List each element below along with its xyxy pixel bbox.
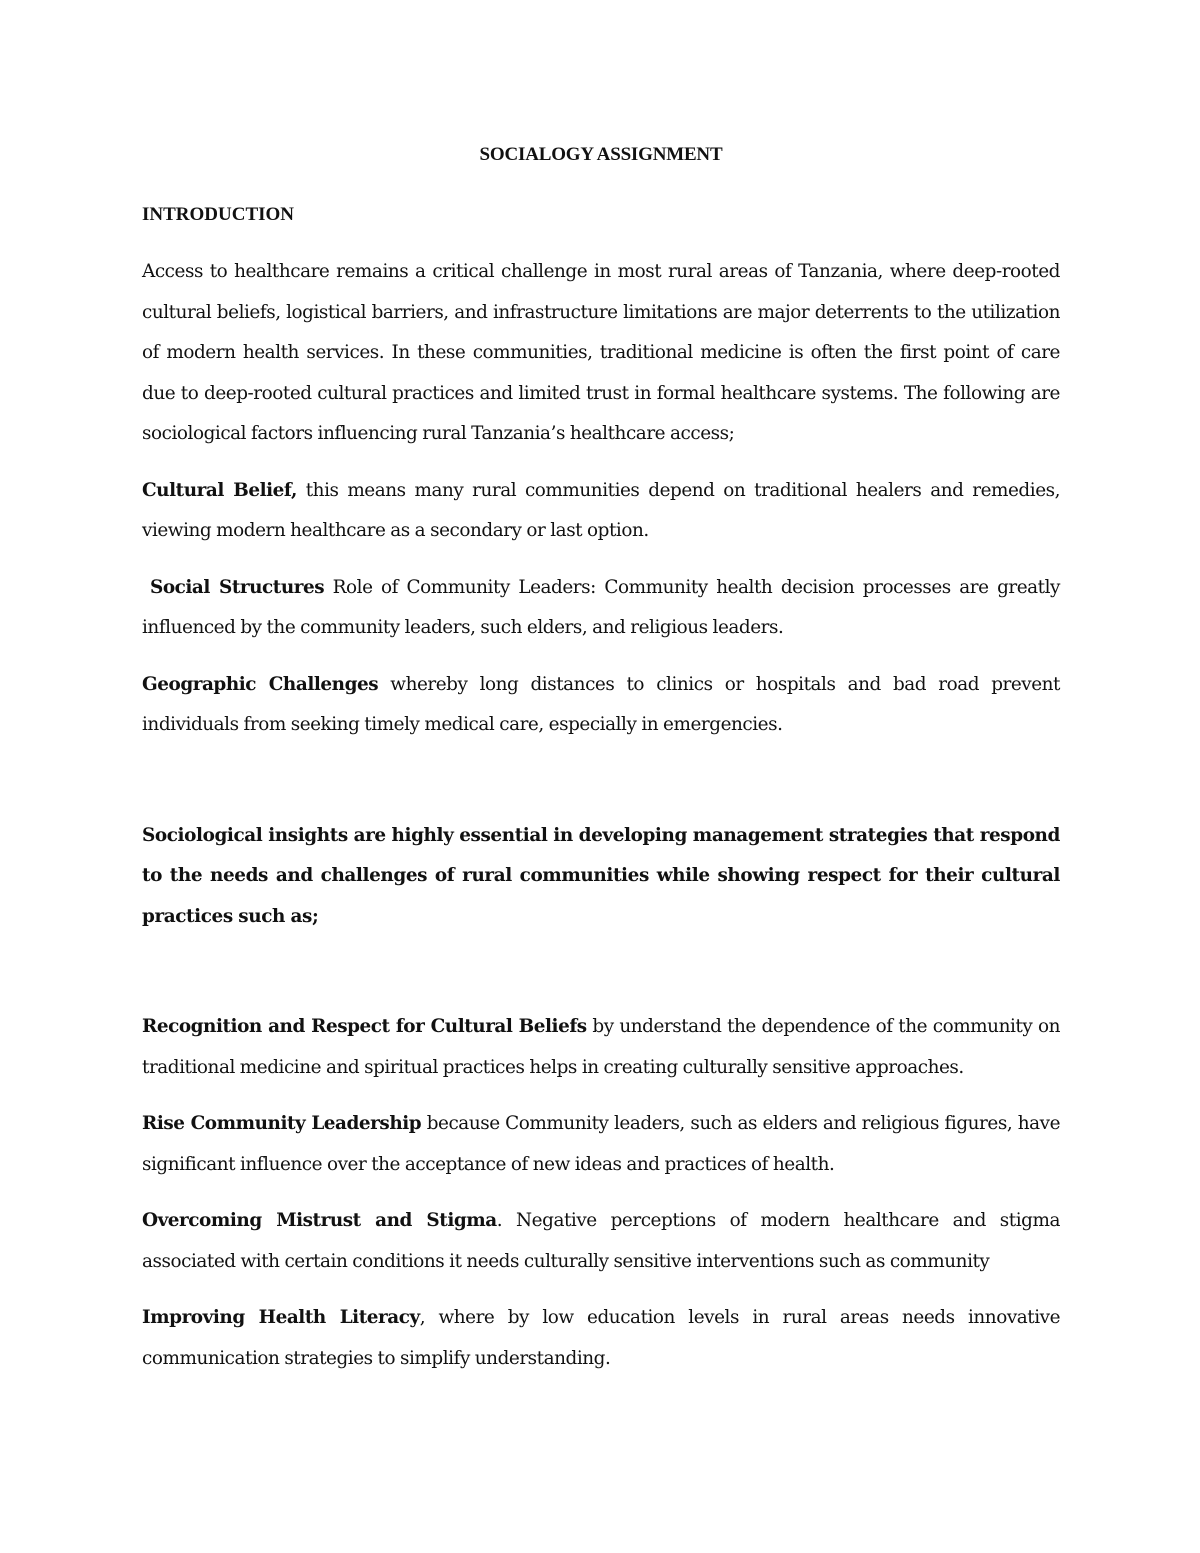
strategy-paragraph-mistrust: [142, 1201, 1060, 1282]
factor-text: this means many rural communities depend on traditional healers and remedies, viewing modern healthcare as a secondary or last option.: [142, 479, 1061, 541]
strategy-term: Rise Community Leadership: [142, 1113, 422, 1134]
factor-text: whereby long distances to clinics or hospitals and bad road prevent individuals from seeking timely medical care, especially in emergencies.: [142, 673, 1060, 735]
strategy-text: . Negative perceptions of modern healthcare and stigma associated with certain conditions it needs culturally sensitive interventions such as community: [142, 1210, 1060, 1272]
strategy-paragraph-literacy: [142, 1298, 1060, 1379]
strategy-paragraph-leadership: [142, 1104, 1060, 1185]
strategy-text: by understand the dependence of the community on traditional medicine and spiritual practices helps in creating culturally sensitive approaches.: [142, 1016, 1060, 1078]
introduction-heading: INTRODUCTION: [142, 204, 295, 225]
document-title: SOCIALOGY ASSIGNMENT: [479, 144, 723, 165]
strategy-text: because Community leaders, such as elders and religious figures, have significant influence over the acceptance of new ideas and practices of health.: [142, 1113, 1060, 1175]
strategy-term: Overcoming Mistrust and Stigma: [142, 1210, 497, 1231]
strategy-term: Improving Health Literacy: [142, 1307, 420, 1328]
introduction-paragraph: Access to healthcare remains a critical challenge in most rural areas of Tanzania, where deep-rooted cultural beliefs, logistical barriers, and infrastructure limitations are major deterrents to the utilization of modern health services. In these communities, traditional medicine is often the first point of care due to deep-rooted cultural practices and limited trust in formal healthcare systems. The following are sociological factors influencing rural Tanzania’s healthcare access;: [142, 261, 1060, 444]
factor-term: Geographic Challenges: [142, 673, 379, 695]
insights-paragraph: Sociological insights are highly essential in developing management strategies that respond to the needs and challenges of rural communities while showing respect for their cultural practices such as;: [142, 824, 1060, 927]
strategy-paragraph-recognition: [142, 1007, 1060, 1088]
factor-text: Role of Community Leaders: Community health decision processes are greatly influenced by the community leaders, such elders, and religious leaders.: [142, 576, 1060, 638]
strategy-term: Recognition and Respect for Cultural Beliefs: [142, 1016, 587, 1037]
factor-paragraph-cultural-belief: [142, 471, 1060, 552]
factor-paragraph-social-structures: [142, 568, 1060, 649]
document-page: [142, 140, 1060, 1395]
strategy-text: , where by low education levels in rural areas needs innovative communication strategies to simplify understanding.: [142, 1307, 1061, 1369]
factor-paragraph-geographic-challenges: [142, 665, 1060, 746]
factor-term: Cultural Belief,: [142, 479, 297, 501]
factor-term: Social Structures: [150, 576, 325, 598]
